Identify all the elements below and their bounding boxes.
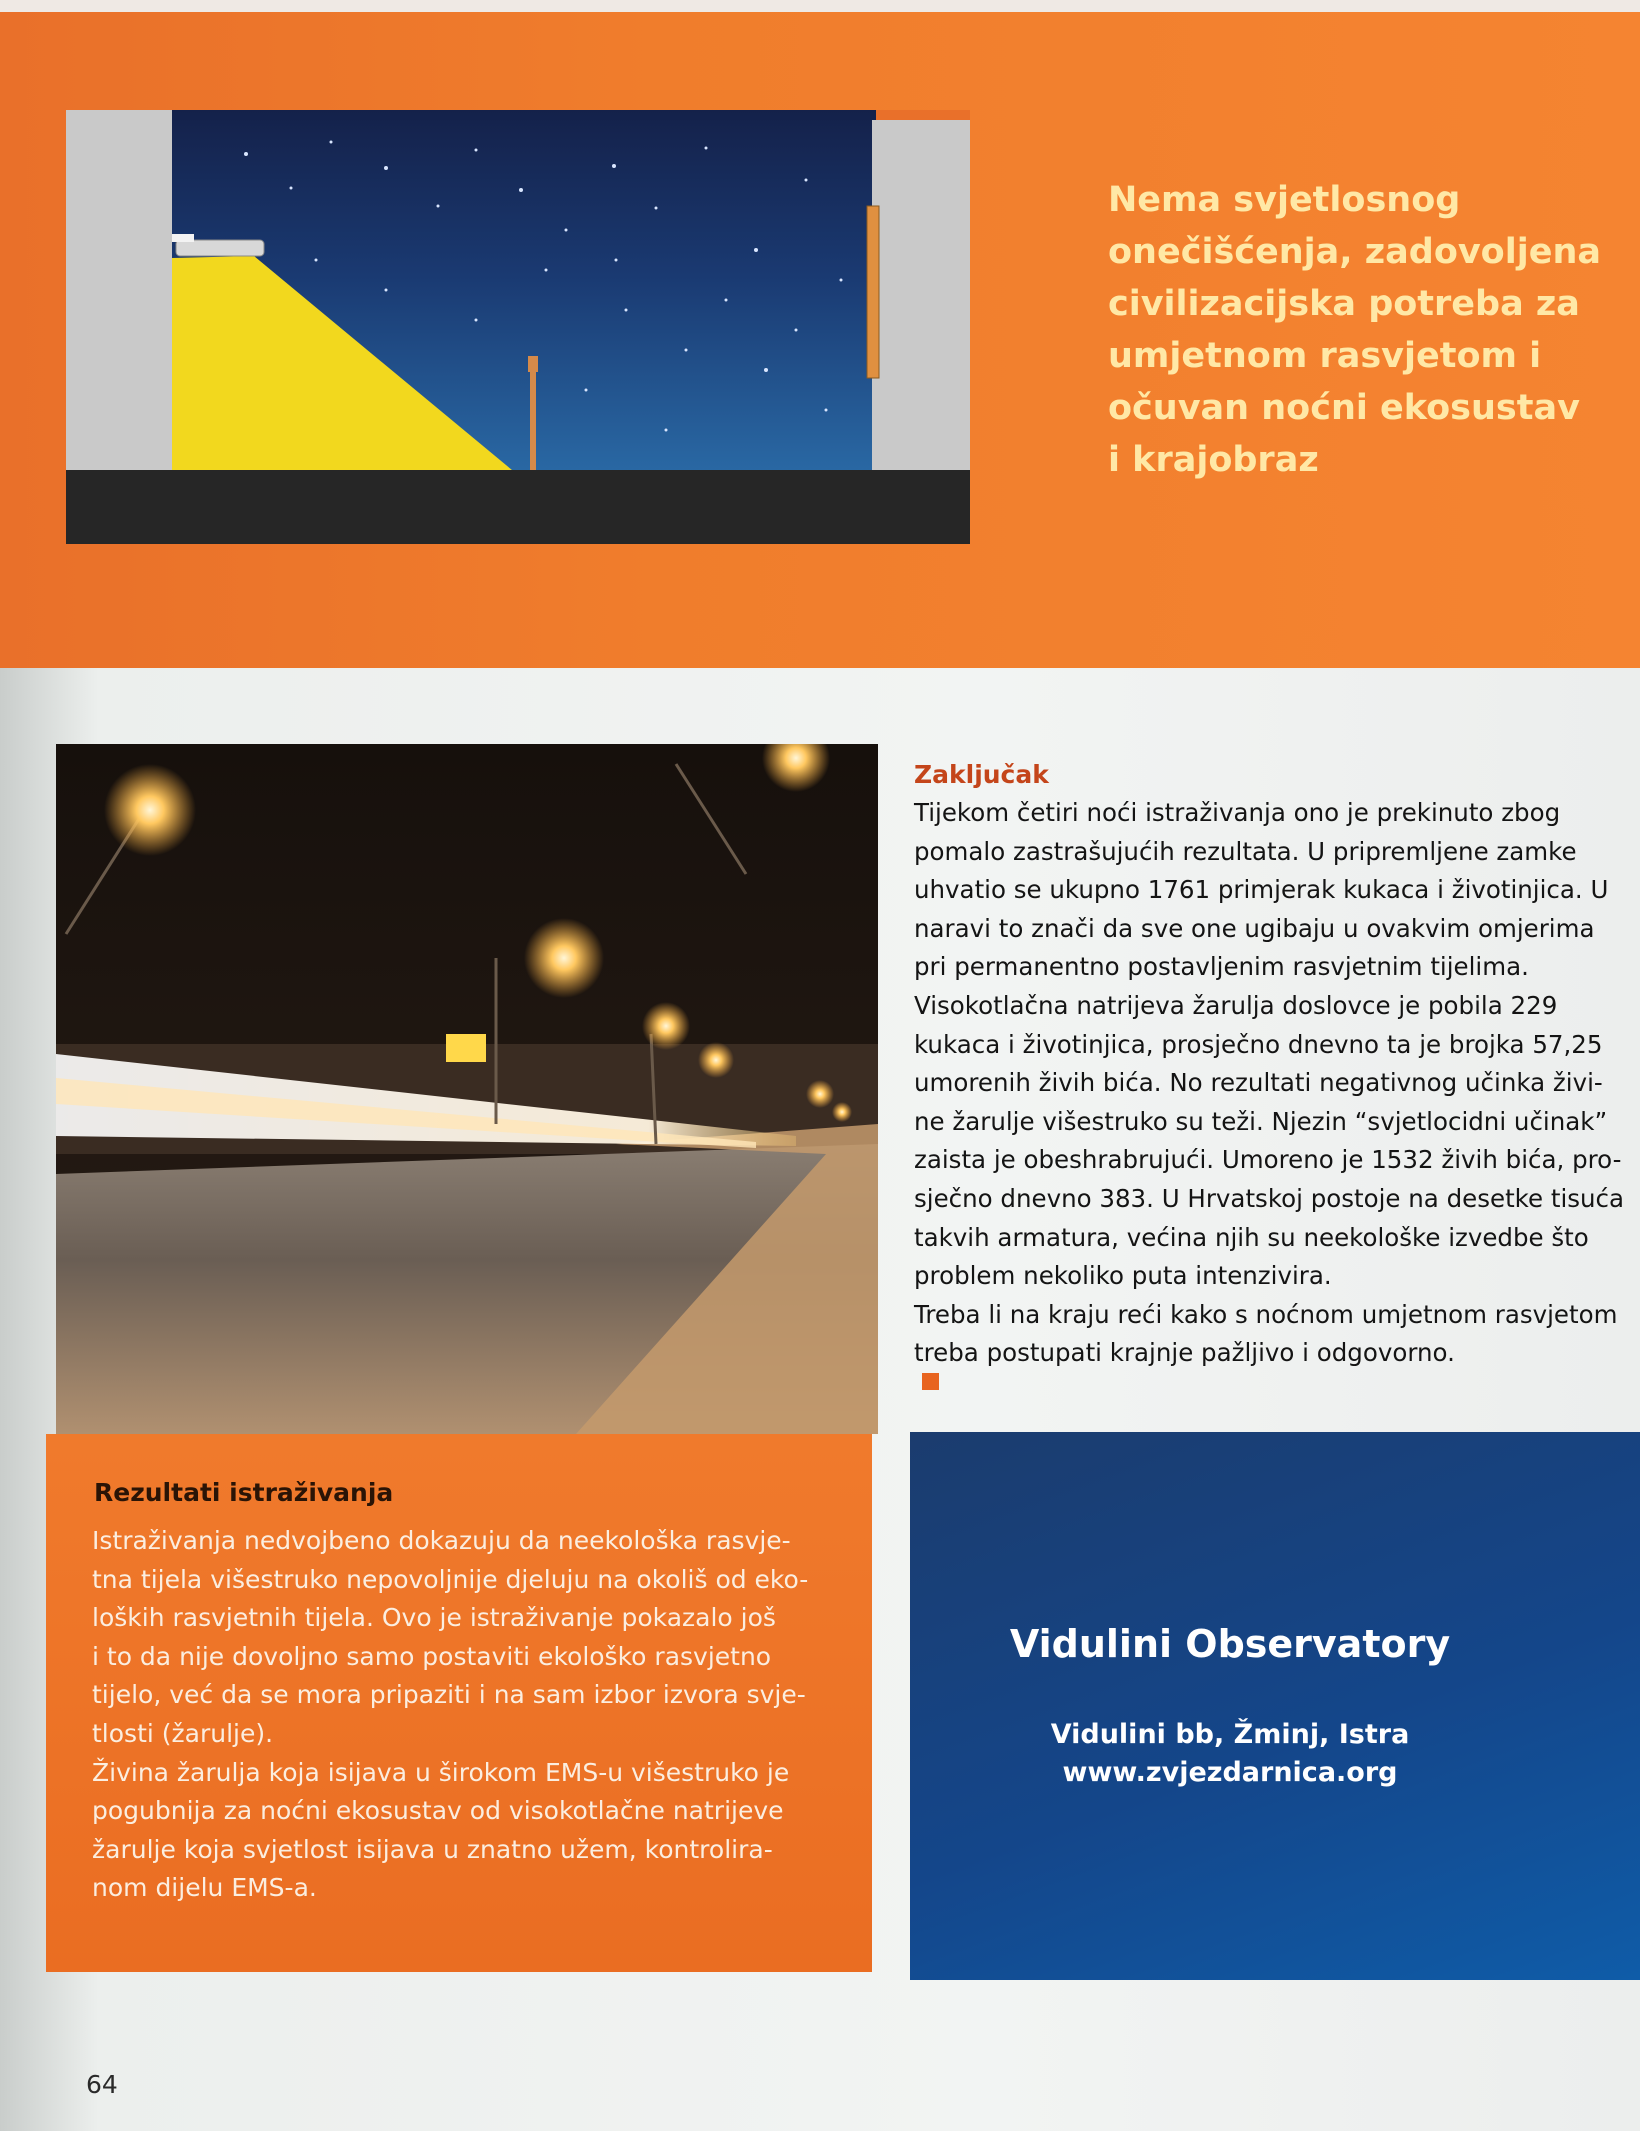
streetlight-glow [642,1002,690,1050]
results-line: tijelo, već da se mora pripaziti i na sam izbor izvora svje- [92,1680,806,1710]
conclusion-line: pomalo zastrašujućih rezultata. U pripremljene zamke [914,836,1577,866]
street-lamp-icon [176,240,264,256]
streetlight-glow [832,1102,852,1122]
results-line: pogubnija za noćni ekosustav od visokotlačne natrijeve [92,1796,784,1826]
conclusion-line: uhvatio se ukupno 1761 primjerak kukaca i životinjica. U [914,875,1609,905]
results-title: Rezultati istraživanja [94,1478,394,1507]
results-line: žarulje koja svjetlost isijava u znatno užem, kontrolira- [92,1834,773,1864]
streetlight-glow [524,918,604,998]
results-body [92,1522,862,1908]
observatory-box [910,1432,1640,1980]
headline [1108,174,1608,486]
top-orange-band [0,0,1640,668]
conclusion-line: Tijekom četiri noći istraživanja ono je prekinuto zbog [914,798,1561,827]
page-top-edge [0,0,1640,12]
observatory-contact [910,1716,1550,1792]
results-line: nom dijelu EMS-a. [92,1873,317,1903]
headline-line: umjetnom rasvjetom i [1108,336,1542,376]
observatory-address: Vidulini bb, Žminj, Istra [1050,1719,1410,1750]
conclusion-line: naravi to znači da sve one ugibaju u ovakvim omjerima [914,913,1595,943]
conclusion-line: treba postupati krajnje pažljivo i odgovorno. [914,1338,1455,1368]
ground [66,470,970,544]
conclusion-line: umorenih živih bića. No rezultati negativnog učinka živi- [914,1068,1603,1098]
headline-line: civilizacijska potreba za [1108,284,1580,324]
observatory-website[interactable]: www.zvjezdarnica.org [1062,1757,1398,1788]
right-wall [872,120,970,482]
conclusion-line: problem nekoliko puta intenzivira. [914,1261,1332,1291]
headline-line: i krajobraz [1108,440,1319,480]
conclusion-line: Treba li na kraju reći kako s noćnom umjetnom rasvjetom [914,1299,1618,1329]
conclusion-body [914,794,1640,1390]
results-box [46,1434,872,1972]
bollard-pole-icon [530,370,536,482]
results-line: Živina žarulja koja isijava u širokom EMS-u višestruko je [92,1757,790,1787]
end-mark-square-icon [922,1373,939,1390]
conclusion-line: Visokotlačna natrijeva žarulja doslovce je pobila 229 [914,990,1558,1020]
page-number: 64 [86,2070,118,2099]
streetlight-glow [698,1042,734,1078]
headline-line: očuvan noćni ekosustav [1108,388,1580,428]
results-line: loških rasvjetnih tijela. Ovo je istraživanje pokazalo još [92,1603,776,1633]
results-line: tlosti (žarulje). [92,1718,274,1748]
wall-light-icon [867,206,879,378]
conclusion-line: pri permanentno postavljenim rasvjetnim tijelima. [914,952,1529,982]
left-wall [66,110,172,482]
streetlight-glow [806,1080,834,1108]
results-line: tna tijela višestruko nepovoljnije djeluju na okoliš od eko- [92,1564,809,1594]
streetlight-glow [104,764,196,856]
conclusion-title: Zaključak [914,760,1049,789]
results-line: Istraživanja nedvojbeno dokazuju da neekološka rasvje- [92,1526,791,1555]
night-lighting-illustration [66,110,970,544]
night-street-photo [56,744,878,1434]
headline-line: Nema svjetlosnog [1108,180,1461,220]
results-line: i to da nije dovoljno samo postaviti ekološko rasvjetno [92,1641,772,1671]
conclusion-line: sječno dnevno 383. U Hrvatskoj postoje na desetke tisuća [914,1183,1625,1213]
conclusion-line: takvih armatura, većina njih su neekološke izvedbe što [914,1222,1589,1252]
headline-line: onečišćenja, zadovoljena [1108,232,1601,272]
conclusion-line: zaista je obeshrabrujući. Umoreno je 1532 živih bića, pro- [914,1145,1622,1175]
conclusion-line: kukaca i životinjica, prosječno dnevno ta je brojka 57,25 [914,1029,1603,1059]
observatory-name: Vidulini Observatory [1009,1622,1451,1666]
conclusion-line: ne žarulje višestruko su teži. Njezin “svjetlocidni učinak” [914,1106,1608,1136]
conclusion-last-line [914,1334,1640,1390]
conclusion-section [914,756,1640,1390]
night-lighting-illustration-icon [66,110,970,544]
